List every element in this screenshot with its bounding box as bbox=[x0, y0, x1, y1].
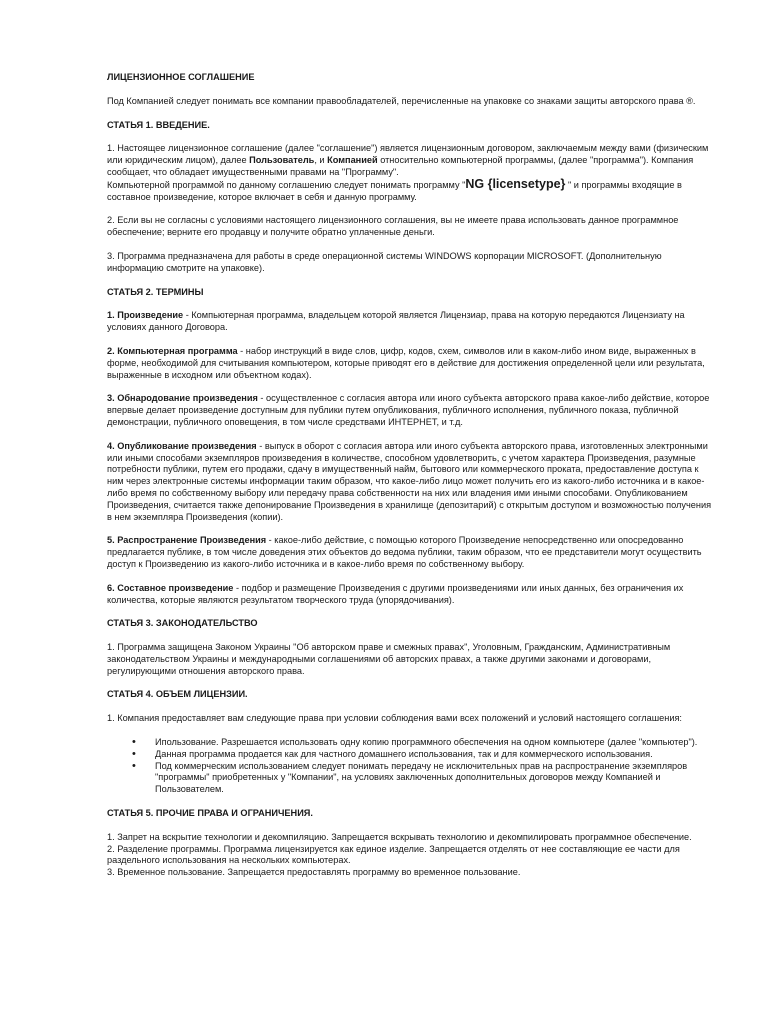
clause-text: 2. Разделение программы. Программа лицензируется как единое изделие. Запрещается отделять от нее составляющие ее части для раздельного использования на нескольких компьютерах. bbox=[107, 843, 680, 866]
term-text: - какое-либо действие, с помощью которого Произведение непосредственно или опосредованно предлагается публике, в том числе доведения этих объектов до ведома публики, таким образом, что ее представители могут осуществить доступ к Произведению из какого-либо источника и в какое-либо время по собственному выбору. bbox=[107, 535, 702, 569]
document-title: ЛИЦЕНЗИОННОЕ СОГЛАШЕНИЕ bbox=[107, 72, 255, 82]
article-3-heading: СТАТЬЯ 3. ЗАКОНОДАТЕЛЬСТВО bbox=[107, 618, 258, 629]
article-1-heading: СТАТЬЯ 1. ВВЕДЕНИЕ. bbox=[107, 119, 210, 130]
term-name: 5. Распространение Произведения bbox=[107, 535, 267, 546]
term-definition bbox=[107, 310, 717, 334]
clause-text: 1. Настоящее лицензионное соглашение (далее "соглашение") является лицензионным договором, заключаемым между вами (физическим или юридическим лицом), далее bbox=[107, 143, 709, 166]
clause-text: , и bbox=[314, 155, 328, 166]
term-name: 3. Обнародование произведения bbox=[107, 393, 258, 404]
term-name: 2. Компьютерная программа bbox=[107, 345, 238, 356]
company-term: Компанией bbox=[327, 155, 378, 166]
term-name: 4. Опубликование произведения bbox=[107, 440, 257, 451]
term-text: - набор инструкций в виде слов, цифр, кодов, схем, символов или в каком-либо ином виде, выраженных в форме, необходимой для считывания компьютером, которые приводят его в действие для достижения определенной цели или результата, выраженные в исходном или объектном кодах). bbox=[107, 345, 705, 380]
term-definition bbox=[107, 393, 717, 428]
term-name: 6. Составное произведение bbox=[107, 582, 234, 593]
article-1-clause-2: 2. Если вы не согласны с условиями настоящего лицензионного соглашения, вы не имеете права использовать данное программное обеспечение; верните его продавцу и получите обратно уплаченные деньги. bbox=[107, 215, 679, 238]
term-text: - Компьютерная программа, владельцем которой является Лицензиар, права на которую передаются Лицензиату на условиях данного Договора. bbox=[107, 310, 685, 333]
term-definition bbox=[107, 346, 717, 381]
term-text: - осуществленное с согласия автора или иного субъекта авторского права какое-либо действие, которое впервые делает произведение доступным для публики путем опубликования, публичного исполнения, публичного показа, публичной демонстрации, публичного оповещения, в том числе средствами ИНТЕРНЕТ, и т.д. bbox=[107, 393, 710, 427]
article-1-clause-1 bbox=[107, 143, 717, 203]
article-3-clause-1: 1. Программа защищена Законом Украины "Об авторском праве и смежных правах", Уголовным, Гражданским, Административным законодательством Украины и международными соглашениями об авторских правах, а также другими законами и договорами, регулирующими отношения авторского права. bbox=[107, 642, 671, 676]
list-item: • Под коммерческим использованием следует понимать передачу не исключительных прав на распространение экземпляров "программы" приобретенных у "Компании", на условиях заключенных дополнительных договоров между Компанией и Пользователем. bbox=[155, 761, 717, 796]
clause-text: " и программы входящие в составное произведение, которое включает в себя и данную программу. bbox=[107, 179, 682, 202]
term-text: - подбор и размещение Произведения с другими произведениями или иных данных, без ограничения их количества, которые являются результатом творческого труда (упорядочивания). bbox=[107, 582, 684, 605]
list-item: • Ипользование. Разрешается использовать одну копию программного обеспечения на одном компьютере (далее "компьютер"). bbox=[155, 737, 717, 749]
term-name: 1. Произведение bbox=[107, 310, 184, 321]
clause-text: 1. Запрет на вскрытие технологии и декомпиляцию. Запрещается вскрывать технологию и декомпилировать программное обеспечение. bbox=[107, 831, 692, 842]
article-4-heading: СТАТЬЯ 4. ОБЪЕМ ЛИЦЕНЗИИ. bbox=[107, 689, 248, 700]
clause-text: 3. Временное пользование. Запрещается предоставлять программу во временное пользование. bbox=[107, 867, 521, 878]
article-5-clauses bbox=[107, 832, 717, 879]
term-definition bbox=[107, 583, 717, 607]
program-name: NG {licensetype} bbox=[465, 176, 566, 191]
intro-paragraph: Под Компанией следует понимать все компании правообладателей, перечисленные на упаковке со знаками защиты авторского права ®. bbox=[107, 95, 696, 106]
license-document bbox=[107, 72, 717, 891]
list-item: • Данная программа продается как для частного домашнего использования, так и для коммерческого использования. bbox=[155, 749, 717, 761]
article-2-heading: СТАТЬЯ 2. ТЕРМИНЫ bbox=[107, 286, 204, 297]
term-text: - выпуск в оборот с согласия автора или иного субъекта авторского права, изготовленных электронными или иными способами экземпляров произведения в количестве, способном удовлетворить, с учетом характера Произведения, разумные потребности публики, путем его продажи, сдачу в имущественный найм, бытового или коммерческого проката, предоставление доступа к ним через электронные системы информации таким образом, что какое-либо лицо может получить его из какого-либо источника и в какое-либо время по собственному выбору или передачу права собственности на них или владения ими иными способами. Опубликованием Произведения, считается также депонирование Произведения в хранилище (депозитарий) с открытым доступом и возможностью получения в нем экземпляра Произведения (копии). bbox=[107, 440, 712, 522]
article-4-clause-1: 1. Компания предоставляет вам следующие права при условии соблюдения вами всех положений и условий настоящего соглашения: bbox=[107, 713, 682, 724]
license-rights-list bbox=[107, 737, 717, 796]
clause-text: относительно компьютерной программы, (далее "программа"). Компания сообщает, что обладает имущественными правами на "Программу". bbox=[107, 155, 694, 177]
clause-text: Компьютерной программой по данному соглашению следует понимать программу " bbox=[107, 179, 466, 190]
user-term: Пользователь bbox=[249, 155, 315, 166]
article-5-heading: СТАТЬЯ 5. ПРОЧИЕ ПРАВА И ОГРАНИЧЕНИЯ. bbox=[107, 808, 313, 819]
term-definition bbox=[107, 441, 717, 524]
term-definition bbox=[107, 535, 717, 570]
article-1-clause-3: 3. Программа предназначена для работы в среде операционной системы WINDOWS корпорации MICROSOFT. (Дополнительную информацию смотрите на упаковке). bbox=[107, 250, 662, 273]
